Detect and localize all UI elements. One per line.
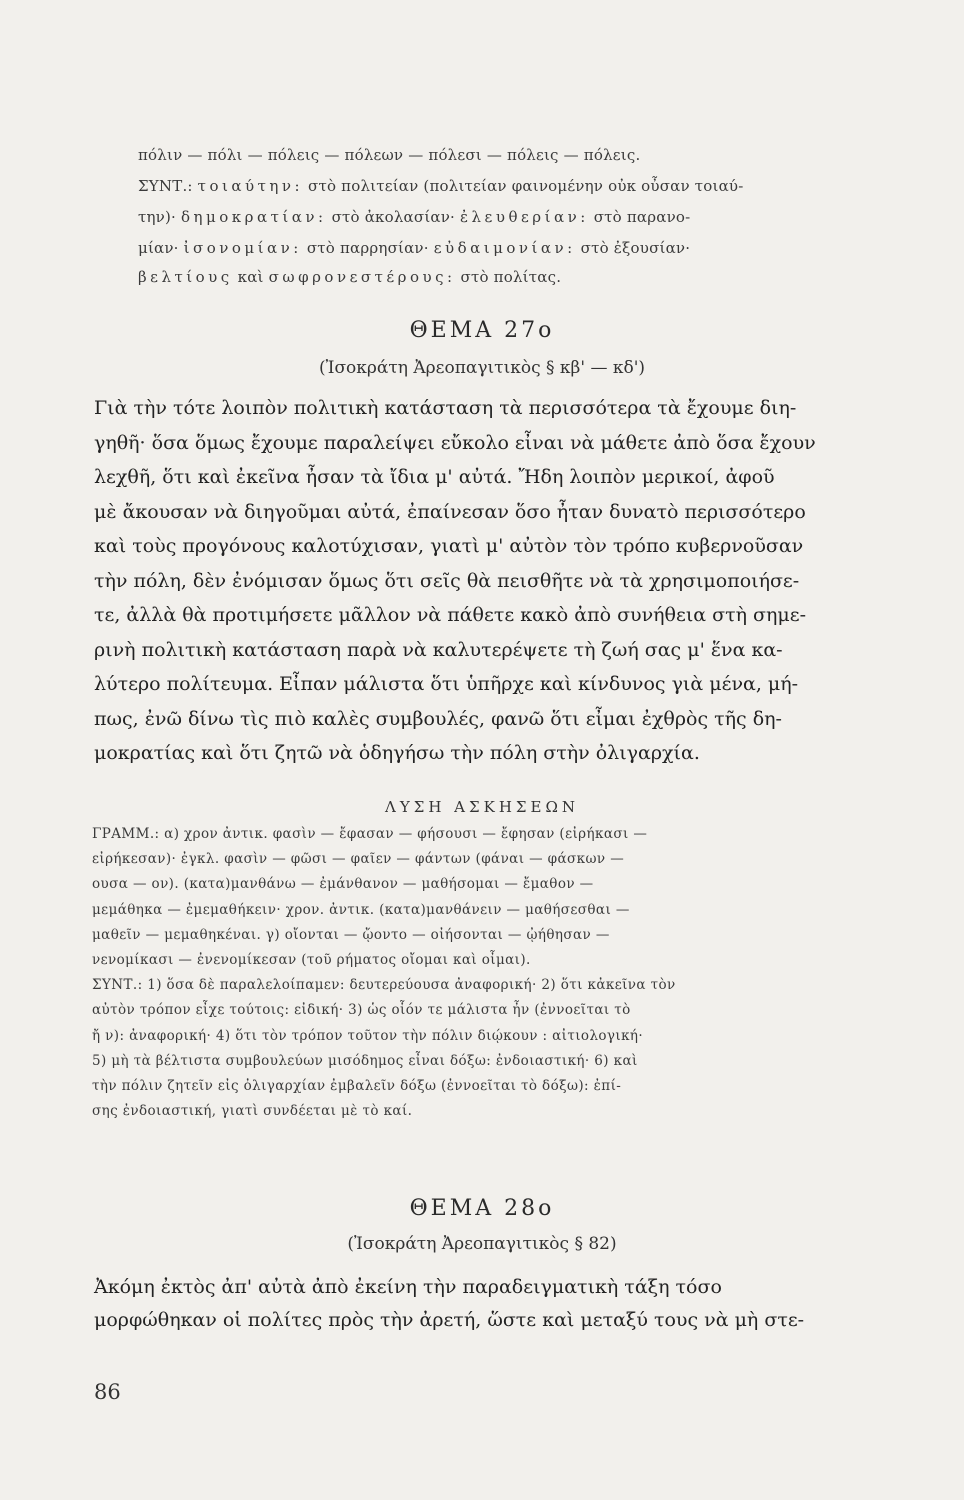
syntax-term: ἰσονομίαν: <box>183 239 302 257</box>
syntax-term: σωφρονεστέρους: <box>268 268 456 286</box>
text-line: εἰρήκεσαν)· ἐγκλ. φασὶν — φῶσι — φαῖεν — φάντων (φάναι — φάσκων — <box>92 851 625 868</box>
syntax-line-1: πόλιν — πόλι — πόλεις — πόλεων — πόλεσι — πόλεις — πόλεις. <box>138 146 641 164</box>
text-line: Γιὰ τὴν τότε λοιπὸν πολιτικὴ κατάσταση τὰ περισσότερα τὰ ἔχουμε διη- <box>94 397 797 419</box>
syntax-term: βελτίους <box>138 268 233 286</box>
syntax-term: δημοκρατίαν: <box>181 208 327 226</box>
text-line: αὐτὸν τρόπον εἶχε τούτοις: εἰδική· 3) ὡς οἷόν τε μάλιστα ἦν (ἐννοεῖται τὸ <box>92 1002 631 1019</box>
syntax-text: την)· <box>138 208 177 226</box>
thema-27-reference: (Ἰσοκράτη Ἀρεοπαγιτικὸς § κβ' — κδ') <box>318 358 646 378</box>
syntax-line-3 <box>138 208 690 226</box>
text-line: γηθῆ· ὅσα ὅμως ἔχουμε παραλείψει εὔκολο εἶναι νὰ μάθετε ἀπὸ ὅσα ἔχουν <box>94 431 816 454</box>
text-line: πως, ἐνῶ δίνω τὶς πιὸ καλὲς συμβουλές, φανῶ ὅτι εἶμαι ἐχθρὸς τῆς δη- <box>94 707 782 730</box>
text-line: μοκρατίας καὶ ὅτι ζητῶ νὰ ὁδηγήσω τὴν πόλη στὴν ὀλιγαρχία. <box>94 742 700 764</box>
text-line: ΓΡΑΜΜ.: α) χρον ἀντικ. φασὶν — ἔφασαν — φήσουσι — ἔφησαν (εἰρήκασι — <box>92 826 648 842</box>
syntax-line-5 <box>138 268 561 286</box>
text-line: καὶ τοὺς προγόνους καλοτύχισαν, γιατὶ μ' αὐτὸν τὸν τρόπο κυβερνοῦσαν <box>94 535 804 557</box>
thema-27-title: ΘΕΜΑ 27ο <box>409 318 555 343</box>
syntax-text: στὸ παρρησίαν· <box>306 239 429 257</box>
text-line: τὴν πόλη, δὲν ἐνόμισαν ὅμως ὅτι σεῖς θὰ πεισθῆτε νὰ τὰ χρησιμοποιήσε- <box>94 569 800 592</box>
syntax-term: εὐδαιμονίαν: <box>433 239 576 257</box>
text-line: μὲ ἄκουσαν νὰ διηγοῦμαι αὐτά, ἐπαίνεσαν ὅσο ἦταν δυνατὸ περισσότερο <box>94 500 806 523</box>
text-line: νενομίκασι — ἐνενομίκεσαν (τοῦ ρήματος οἴομαι καὶ οἶμαι). <box>92 952 531 968</box>
text-line: μαθεῖν — μεμαθηκέναι. γ) οἴονται — ᾤοντο — οἰήσονται — ᾠήθησαν — <box>92 926 610 943</box>
thema-28-title: ΘΕΜΑ 28ο <box>409 1196 555 1221</box>
syntax-label: ΣΥΝΤ.: <box>138 177 193 195</box>
text-line: λύτερο πολίτευμα. Εἶπαν μάλιστα ὅτι ὑπῆρχε καὶ κίνδυνος γιὰ μένα, μή- <box>94 673 799 695</box>
syntax-term: ἐλευθερίαν: <box>460 208 589 226</box>
text-line: λεχθῆ, ὅτι καὶ ἐκεῖνα ἦσαν τὰ ἴδια μ' αὐτά. Ἤδη λοιπὸν μερικοί, ἀφοῦ <box>94 466 775 488</box>
syntax-text: καὶ <box>237 268 264 286</box>
text-line: τὴν πόλιν ζητεῖν εἰς ὀλιγαρχίαν ἐμβαλεῖν δόξω (ἐννοεῖται τὸ δόξω): ἐπί- <box>92 1078 622 1094</box>
text-line: 5) μὴ τὰ βέλτιστα συμβουλεύων μισόδημος εἶναι δόξω: ἐνδοιαστική· 6) καὶ <box>92 1052 638 1069</box>
syntax-text: στὸ πολιτείαν (πολιτείαν φαινομένην οὐκ οὖσαν τοιαύ- <box>308 177 744 195</box>
text-line: ρινὴ πολιτικὴ κατάσταση παρὰ νὰ καλυτερέψετε τὴ ζωή σας μ' ἕνα κα- <box>94 638 783 661</box>
syntax-text: στὸ ἀκολασίαν· <box>331 208 456 226</box>
syntax-text: στὸ πολίτας. <box>460 268 562 286</box>
text-line: Ἀκόμη ἐκτὸς ἀπ' αὐτὰ ἀπὸ ἐκείνη τὴν παραδειγματικὴ τάξη τόσο <box>94 1276 722 1298</box>
syntax-line-4 <box>138 239 690 257</box>
lysi-title: ΛΥΣΗ ΑΣΚΗΣΕΩΝ <box>384 798 580 816</box>
text-line: ΣΥΝΤ.: 1) ὅσα δὲ παραλελοίπαμεν: δευτερεύουσα ἀναφορική· 2) ὅτι κἀκεῖνα τὸν <box>92 977 676 994</box>
text-line: σης ἐνδοιαστική, γιατὶ συνδέεται μὲ τὸ καί. <box>92 1103 413 1120</box>
syntax-text: στὸ παρανο- <box>593 208 691 226</box>
text-line: ουσα — ον). (κατα)μανθάνω — ἐμάνθανον — μαθήσομαι — ἔμαθον — <box>92 876 594 893</box>
text-line: μορφώθηκαν οἱ πολίτες πρὸς τὴν ἀρετή, ὥστε καὶ μεταξύ τους νὰ μὴ στε- <box>94 1309 805 1331</box>
text-line: τε, ἀλλὰ θὰ προτιμήσετε μᾶλλον νὰ πάθετε κακὸ ἀπὸ συνήθεια στὴ σημε- <box>94 604 807 626</box>
text-line: ἤ ν): ἀναφορική· 4) ὅτι τὸν τρόπον τοῦτον τὴν πόλιν διῴκουν : αἰτιολογική· <box>92 1027 644 1044</box>
syntax-line-2 <box>138 177 744 195</box>
syntax-text: στὸ ἐξουσίαν· <box>580 239 691 257</box>
syntax-text: μίαν· <box>138 239 179 257</box>
syntax-term: τοιαύτην: <box>197 177 304 195</box>
text-line: μεμάθηκα — ἐμεμαθήκειν· χρον. ἀντικ. (κατα)μανθάνειν — μαθήσεσθαι — <box>92 901 630 918</box>
page-number: 86 <box>94 1380 121 1404</box>
thema-28-reference: (Ἰσοκράτη Ἀρεοπαγιτικὸς § 82) <box>347 1234 617 1254</box>
